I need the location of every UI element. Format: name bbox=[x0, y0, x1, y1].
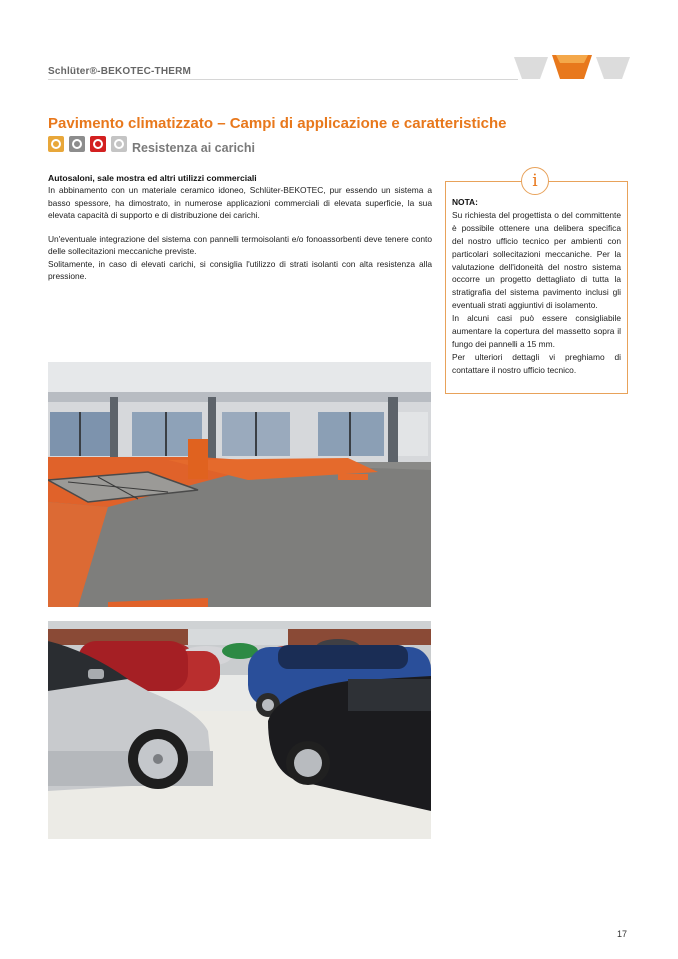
header-rule bbox=[48, 79, 518, 80]
section-heading: Autosaloni, sale mostra ed altri utilizzi commerciali bbox=[48, 173, 257, 183]
note-paragraph: Per ulteriori dettagli vi preghiamo di contattare il nostro ufficio tecnico. bbox=[452, 351, 621, 375]
note-paragraph: In alcuni casi può essere consigliabile aumentare la copertura del massetto sopra il fungo dei pannelli a 15 mm. bbox=[452, 313, 621, 349]
note-paragraph: Su richiesta del progettista o del committente è possibile ottenere una delibera specifica del nostro ufficio tecnico per ambienti con particolari sollecitazioni meccaniche. Per la valutazione dell'idoneità del nostro sistema occorre un progetto dettagliato di tutta la stratigrafia del sistema pavimento inclusi gli eventuali strati aggiuntivi di isolamento. bbox=[452, 209, 621, 311]
load-level-4-icon bbox=[111, 136, 127, 152]
body-paragraph: Solitamente, in caso di elevati carichi, si consiglia l'utilizzo di strati isolanti con alta resistenza alla pressione. bbox=[48, 258, 432, 282]
info-icon: i bbox=[521, 167, 549, 195]
page-number: 17 bbox=[617, 929, 628, 939]
load-level-3-icon bbox=[90, 136, 106, 152]
construction-site-floor-photo bbox=[48, 362, 431, 607]
tab-inactive-left[interactable] bbox=[514, 57, 548, 79]
note-title: NOTA: bbox=[452, 197, 478, 207]
page-title: Pavimento climatizzato – Campi di applicazione e caratteristiche bbox=[48, 115, 507, 132]
load-level-1-icon bbox=[48, 136, 64, 152]
body-text bbox=[48, 172, 432, 282]
section-tabs bbox=[514, 55, 630, 81]
header-brand: Schlüter®-BEKOTEC-THERM bbox=[48, 66, 192, 77]
car-showroom-photo bbox=[48, 621, 431, 839]
note-box bbox=[445, 181, 628, 394]
body-paragraph: Un'eventuale integrazione del sistema con pannelli termoisolanti e/o fonoassorbenti deve tenere conto delle sollecitazioni meccaniche previste. bbox=[48, 234, 432, 257]
body-paragraph: In abbinamento con un materiale ceramico idoneo, Schlüter-BEKOTEC, pur essendo un sistema a basso spessore, ha dimostrato, in numerose applicazioni commerciali di elevata superficie, la sua elevata capacità di supporto e di distribuzione dei carichi. bbox=[48, 185, 432, 220]
load-rating-label: Resistenza ai carichi bbox=[132, 141, 255, 155]
load-level-2-icon bbox=[69, 136, 85, 152]
tab-inactive-right[interactable] bbox=[596, 57, 630, 79]
tab-active-top bbox=[556, 55, 588, 63]
